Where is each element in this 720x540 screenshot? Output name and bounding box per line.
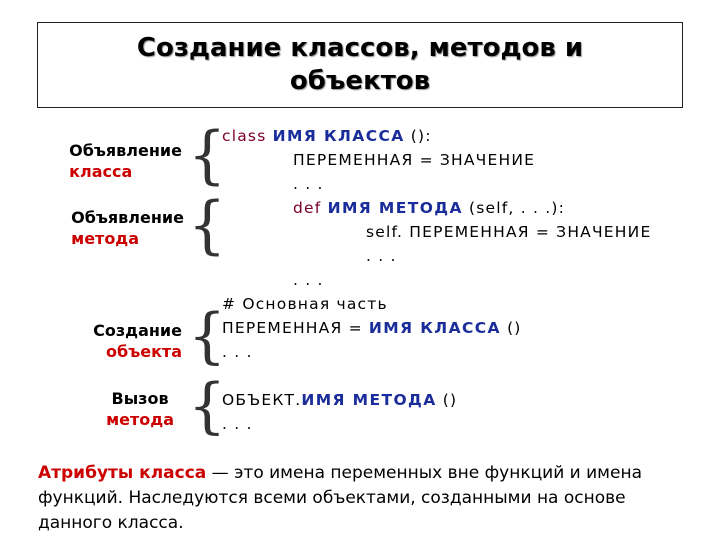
code-line-method-call bbox=[222, 388, 457, 412]
label-method-declaration-line1: Объявление bbox=[71, 208, 184, 227]
label-method-declaration-line2: метода bbox=[71, 229, 140, 248]
code-line-comment: # Основная часть bbox=[222, 295, 388, 313]
code-line-class bbox=[222, 124, 432, 148]
object-assign: ПЕРЕМЕННАЯ = bbox=[222, 319, 363, 337]
call-method-name: ИМЯ МЕТОДА bbox=[301, 391, 437, 409]
code-line-ellipsis-2: . . . bbox=[366, 247, 397, 265]
object-class-name: ИМЯ КЛАССА bbox=[368, 319, 501, 337]
call-parens: () bbox=[442, 391, 458, 409]
code-line-ellipsis-1: . . . bbox=[293, 175, 324, 193]
code-line-self-attr: self. ПЕРЕМЕННАЯ = ЗНАЧЕНИЕ bbox=[366, 223, 652, 241]
label-method-call bbox=[106, 388, 174, 430]
slide-title bbox=[37, 22, 683, 108]
class-attributes-definition: — это имена переменных вне функций и имена функций. Наследуются всеми объектами, созданными на основе данного класса. bbox=[38, 463, 642, 533]
code-line-ellipsis-4: . . . bbox=[222, 343, 253, 361]
label-object-creation-line2: объекта bbox=[106, 342, 182, 361]
label-object-creation bbox=[93, 320, 182, 362]
title-line-1: Создание классов, методов и bbox=[136, 33, 584, 63]
method-params: (self, . . .): bbox=[469, 199, 565, 217]
label-method-call-line1: Вызов bbox=[111, 389, 169, 408]
label-class-declaration-line1: Объявление bbox=[69, 141, 182, 160]
code-line-object-create bbox=[222, 316, 522, 340]
left-brace-object: { bbox=[188, 301, 227, 371]
class-name: ИМЯ КЛАССА bbox=[272, 127, 405, 145]
label-method-call-line2: метода bbox=[106, 410, 174, 429]
label-class-declaration-line2: класса bbox=[69, 162, 133, 181]
class-attributes-term: Атрибуты класса bbox=[38, 463, 207, 483]
keyword-def: def bbox=[293, 199, 322, 217]
method-name: ИМЯ МЕТОДА bbox=[327, 199, 463, 217]
code-line-class-attr: ПЕРЕМЕННАЯ = ЗНАЧЕНИЕ bbox=[293, 151, 536, 169]
object-parens: () bbox=[507, 319, 522, 337]
label-object-creation-line1: Создание bbox=[93, 321, 182, 340]
label-class-declaration bbox=[69, 140, 182, 182]
left-brace-method: { bbox=[188, 188, 227, 263]
code-line-ellipsis-5: . . . bbox=[222, 415, 253, 433]
keyword-class: class bbox=[222, 127, 267, 145]
class-parens: (): bbox=[410, 127, 432, 145]
left-brace-class: { bbox=[188, 118, 227, 193]
class-attributes-note bbox=[38, 461, 688, 536]
call-object: ОБЪЕКТ. bbox=[222, 391, 302, 409]
code-line-def bbox=[293, 196, 565, 220]
label-method-declaration bbox=[71, 207, 184, 249]
title-line-2: объектов bbox=[289, 66, 431, 96]
code-line-ellipsis-3: . . . bbox=[293, 271, 324, 289]
left-brace-call: { bbox=[188, 371, 227, 441]
